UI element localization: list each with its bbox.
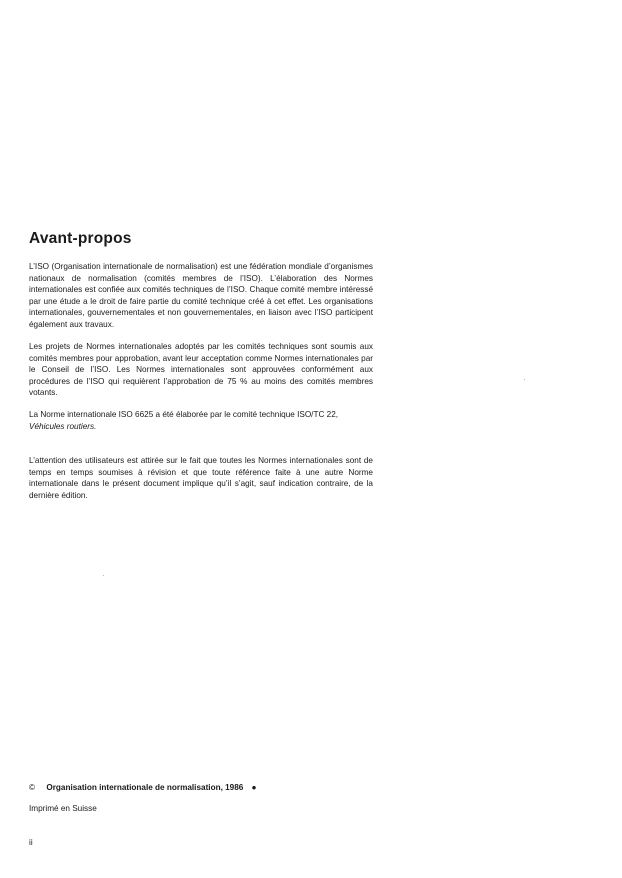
bullet-icon: ● — [251, 783, 257, 792]
paragraph-revision: L’attention des utilisateurs est attirée sur le fait que toutes les Normes internationales sont de temps en temps soumises à révision et que toute référence faite à une autre Norme internationale dans le présent document implique qu’il s’agit, sauf indication contraire, de la dernière édition. — [29, 456, 373, 500]
committee-text: La Norme internationale ISO 6625 a été élaborée par le comité technique ISO/TC 22, — [29, 410, 339, 419]
copyright-line — [29, 783, 257, 792]
copyright-icon: © — [29, 783, 36, 792]
page-title: Avant-propos — [29, 230, 132, 247]
scan-speck — [524, 379, 525, 380]
paragraph-committee — [29, 409, 373, 432]
paragraph-approval: Les projets de Normes internationales adoptés par les comités techniques sont soumis aux comités membres pour approbation, avant leur acceptation comme Normes internationales par le Conseil de l’ISO. Les Normes internationales sont approuvées conformément aux procédures de l’ISO qui requièrent l’approbation de 75 % au moins des comités membres votants. — [29, 342, 373, 398]
scan-speck — [103, 575, 104, 576]
paragraph-iso-intro: L’ISO (Organisation internationale de normalisation) est une fédération mondiale d’organismes nationaux de normalisation (comités membres de l’ISO). L’élaboration des Normes internationales est confiée aux comités techniques de l’ISO. Chaque comité membre intéressé par une étude a le droit de faire partie du comité technique créé à cet effet. Les organisations internationales, gouvernementales et non gouvernementales, en liaison avec l’ISO participent également aux travaux. — [29, 262, 373, 329]
committee-name: Véhicules routiers. — [29, 421, 97, 431]
printed-in-line: Imprimé en Suisse — [29, 804, 97, 813]
page-number: ii — [29, 838, 33, 847]
copyright-text: Organisation internationale de normalisation, 1986 — [46, 783, 244, 792]
